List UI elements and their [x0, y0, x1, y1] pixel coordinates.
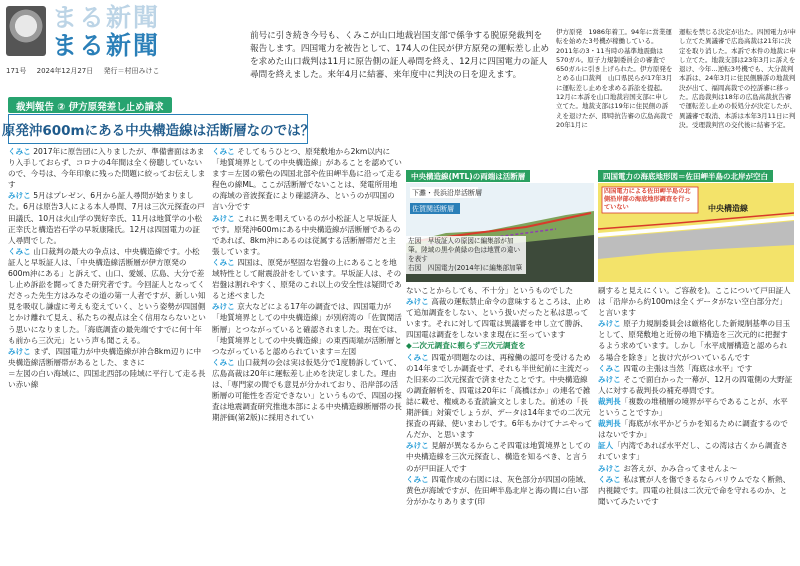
- map-right-caption: 四国電力の海底地形図＝佐田岬半島の北岸が空白: [598, 170, 773, 182]
- map-left-caption: 中央構造線(MTL)の両端は活断層: [406, 170, 530, 182]
- paragraph-text: 見解が異なるからこそ四電は地質境界としての中央構造線を三次元探査し、構造を知るべき、と言うのが戸田証人です: [406, 441, 591, 473]
- paragraph-text: 四国は、原発が堅固な岩盤の上にあることを地域特性として耐震設計をしています。早坂証人は、その岩盤は割れやすく、原発のこれ以上の安全性は疑問であると述べました: [212, 257, 402, 301]
- paragraph: [406, 296, 594, 340]
- article-column-4: [598, 285, 794, 562]
- publisher: 発行＝村田みけこ: [103, 67, 160, 75]
- paragraph-text: 「海底が水平かどうかを知るために調査するのではないですか」: [598, 419, 788, 440]
- paragraph-text: まず、四国電力が中央構造線が沖合8km辺りに中央構造線活断層帯があるとした、まさに: [8, 346, 202, 367]
- paragraph: [406, 440, 594, 473]
- paragraph-text: 山口裁判の最大の争点は、中央構造線です。小松証人と早坂証人は、「中央構造線活断層が伊方原発の600m沖にある」と訴えて、山口、愛媛、広島、大分で差し止め訴訟を闘ってきた研究者です。今回証人となってくださった先生方はみなその道の第一人者ですが、新しい知見を吸収し謙虚に考えも変えていく、という姿勢が四国側とかけ離れて見え、私たちの視点は全く信用ならないという思いになりました。「海底調査の最先端ですでに何十年も前から三次元」という声も聞こえる。: [8, 246, 206, 345]
- speaker-label: 裁判長: [598, 419, 621, 429]
- map-note-left: 左図 早坂証人の原図に編集部が加筆。陸域の黒や黄緑の色は地質の違いを表す: [408, 237, 521, 263]
- speaker-label: くみこ: [598, 474, 621, 484]
- issue-date: 2024年12月27日: [36, 67, 94, 75]
- masthead: [4, 4, 236, 84]
- paragraph: [212, 213, 402, 257]
- speaker-label: くみこ: [8, 147, 31, 156]
- paragraph-text: 山口裁判の会は実は仮処分で1度勝訴していて、広島高裁は20年に運転差し止めを決定しました。理由は、「専門家の間でも意見が分かれており、沿岸部の活断層の可能性を否定できない」というもので、四国の探査は地震調査研究推進本部による中央構造線断層帯の長期評価(第2版)に採用されてい: [212, 357, 402, 423]
- fault-map-right: [598, 170, 794, 282]
- paragraph: [598, 285, 794, 318]
- paragraph-text: 四電が問題なのは、再稼働の認可を受けるための14年までしか調査せず、それも半世紀前に主流だった旧来の二次元探査で済ませたことです。中央構造線の調査解析を、四電は20年に「高橋ほか」の連名で雑誌に載せ、権威ある査読論文としました。前述の「長期評価」対策でしょうが、データは14年までの二次元探査の再録、使いまわしです。6年もかけてナニやってんだか、と思います: [406, 352, 593, 440]
- paragraph-text: ＝左図の白い海域に、四国北西部の陸域に平行して走る長い赤い線: [8, 368, 206, 389]
- article-column-1: [8, 146, 206, 562]
- paragraph-text: 四電の主張は当然「海底は水平」です: [620, 363, 753, 373]
- speaker-label: くみこ: [8, 246, 31, 256]
- speaker-label: みけこ: [598, 374, 621, 384]
- speaker-label: 裁判長: [598, 396, 621, 406]
- speaker-label: くみこ: [212, 147, 235, 156]
- speaker-label: くみこ: [406, 474, 429, 484]
- section-tag: 裁判報告 ② 伊方原発差し止め請求: [8, 97, 172, 113]
- map-left-label-b: 佐賀関活断層: [412, 205, 454, 213]
- paragraph: [598, 363, 794, 374]
- paragraph-text: そこで面白かった一幕が、12月の四電側の大野証人に対する裁判長の補充尋問です。: [598, 374, 793, 395]
- paragraph: [406, 340, 594, 351]
- paragraph-text: 2017年に原告団に入りましたが、準備書面はあまり入手しておらず、コロナの4年間は全く傍聴していないので、今号は、今年印象に残った問題に絞ってお伝えします: [8, 147, 206, 190]
- paragraph-text: 京大などによる17年の調査では、四国電力が「地質境界としての中央構造線」が別府湾の「佐賀関活断層」とつながっていると確認されました。現在では、「地質境界としての中央構造線」の東西両端が活断層とつながっていると認められています＝左図: [212, 302, 402, 356]
- glossary-box: [556, 28, 796, 129]
- article-column-3: [406, 285, 594, 562]
- paragraph-text: 四電作成の右図には、灰色部分が四国の陸域、黄色が海域ですが、佐田岬半島北岸と海の間に白い部分がかなりあります(印: [406, 474, 591, 506]
- speaker-label: くみこ: [212, 257, 235, 267]
- paragraph: [598, 374, 794, 396]
- paragraph: [406, 474, 594, 507]
- paragraph-text: 高裁の運転禁止命令の意味するところは、止めて追加調査をしない、という扱いだったと私は思っています。それに対して四電は異議審を申し立て勝訴、四国電は調査をしないまま現在に至っています: [406, 297, 591, 340]
- paragraph: [598, 463, 794, 474]
- paragraph-text: ないことからしても、不十分」というものでした: [406, 286, 574, 295]
- glossary-col-1: 伊方原発 1986年着工。94年に営業運転を始めた3号機が稼働している。2011年の3・11当時の基準地震動は570ガル。原子力規制委員会の審査で650ガルに引き上げられた。伊方原発をとめる山口裁判 山口県民らが17年3月に運転差し止めを求める訴訟を提起。12月に本訴を山口地裁岩国支部に申し立てた。地裁支部は19年に住民側の訴えを退けたが、即時抗告審の広島高裁で20年1月に: [556, 28, 673, 129]
- paragraph-text: 「内湾であれば水平だし、この湾は古くから調査されています」: [598, 441, 788, 462]
- paragraph: [212, 257, 402, 301]
- paragraph: [406, 285, 594, 296]
- headline: 原発沖600mにある中央構造線は活断層なのでは？: [8, 114, 308, 144]
- paragraph: [8, 346, 206, 368]
- speaker-label: みけこ: [598, 319, 621, 329]
- intro-paragraph: 前号に引き続き今号も、くみこが山口地裁岩国支部で係争する脱原発裁判を報告します。四国電力を被告として、174人の住民が伊方原発の運転差し止めを求めた山口裁判は11月に原告側の証人尋問を終え、12月に四国電力の証人尋問を終えました。来年4月に結審、来年度中に判決の日を迎えます。: [250, 31, 550, 80]
- speaker-label: くみこ: [406, 352, 429, 362]
- map-note-right: 右図 四国電力(2014年)に編集部加筆: [408, 264, 523, 272]
- speaker-label: みけこ: [8, 191, 31, 201]
- map-right-label-b: 中央構造線: [708, 204, 748, 213]
- paragraph-text: 原子力規制委員会は厳格化した新規制基準の目玉として、原発敷地と近傍の地下構造を三次元的に把握するよう求めています。しかし「水平成層構造と認められる場合を除き」と抜け穴がついているんです: [598, 319, 791, 362]
- paragraph: [8, 190, 206, 245]
- logo-line-2: まる新聞: [52, 31, 161, 60]
- map-notes: [406, 236, 526, 274]
- cat-photo-icon: [6, 6, 46, 56]
- article-column-2: [212, 146, 402, 562]
- logo-line-1: まる新聞: [52, 3, 161, 32]
- paragraph-text: これに異を唱えているのが小松証人と早坂証人です。原発沖600mにある中央構造線が活断層であるのであれば、8km沖にあるのは従属する活断層帯だと主張しています。: [212, 213, 401, 256]
- issue-number: 171号: [6, 67, 27, 75]
- newspaper-logo: [52, 4, 160, 60]
- speaker-label: みけこ: [8, 346, 31, 356]
- paragraph: [406, 352, 594, 441]
- speaker-label: みけこ: [212, 213, 235, 223]
- paragraph: [8, 146, 206, 190]
- paragraph-text: 5月はプレゼン、6月から証人尋問が始まりました。6月は原告3人による本人尋問、7月は三次元探査の戸田議氏、10月は火山学の巽好幸氏、11月は地質学の小松正幸氏と構造岩石学の早坂康隆氏。12月は四国電力の証人尋問でした。: [8, 191, 205, 245]
- map-right-image: [598, 183, 794, 282]
- paragraph-text: 「複数の堆積層の境界が平らであることが、水平ということですか」: [598, 396, 788, 418]
- speaker-label: くみこ: [212, 357, 235, 367]
- map-left-label-a: 下灘・長浜沿岸活断層: [412, 189, 482, 197]
- paragraph-text: お答えが、かみ合ってませんよ～: [620, 463, 738, 473]
- paragraph: [598, 440, 794, 462]
- paragraph: [598, 418, 794, 440]
- speaker-label: 証人: [598, 441, 614, 451]
- speaker-label: みけこ: [212, 302, 235, 312]
- speaker-label: みけこ: [598, 463, 621, 473]
- paragraph: [8, 368, 206, 390]
- paragraph: [8, 246, 206, 346]
- paragraph: [212, 146, 402, 213]
- map-right-label-a: 四国電力による佐田岬半島の北側沿岸部の海底地形調査を行っていない: [604, 188, 691, 211]
- paragraph-text: 私は實が人を傷できるならバリウムでなく断熱、内視鏡です。四電の社員は二次元で命を守れるのか、と聞いてみたいです: [598, 474, 791, 506]
- speaker-label: みけこ: [406, 441, 429, 451]
- speaker-label: くみこ: [598, 363, 621, 373]
- paragraph-text: 刷すると見えにくい。ご容赦を)。ここについて戸田証人は「沿岸から約100mは全くデータがない空白部分だ」と言います: [598, 286, 791, 318]
- paragraph-text: そしてもうひとつ、原発敷地から2km以内に「地質境界としての中央構造線」があることを認めています＝左図の紫色の四国北部や佐田岬半島に沿って走る程色の線ML。ここが活断層でないことは、発電所用地の海域の音波探査により確認済み、というのが四国の言い分です: [212, 147, 402, 212]
- paragraph: [212, 357, 402, 424]
- speaker-label: ◆: [406, 341, 412, 351]
- paragraph: [598, 474, 794, 507]
- paragraph: [212, 301, 402, 356]
- paragraph: [598, 396, 794, 418]
- issue-line: [6, 66, 167, 76]
- paragraph: [598, 318, 794, 362]
- speaker-label: みけこ: [406, 297, 429, 307]
- glossary-col-2: 運転を禁じる決定が出た。四国電力が申し立てた異議審で広島高裁は21年に決定を取り消した。本訴で本件の地裁に申し立てた。地裁支部は23年3月に訴えを退け、今年…逆転3号機でも、大分裁判本訴は、24年3月に住民側勝訴の地裁判決が出て、福岡高裁での控訴審に移った。広島裁判は18年の広島高裁抗告審で運転差し止めの仮処分が決定したが、異議審で取消、本訴は本年3月11日に判決。受理裁判官の交代後に結審予定。: [679, 28, 796, 129]
- paragraph-text: 二次元調査に頼らず三次元調査を: [411, 341, 526, 351]
